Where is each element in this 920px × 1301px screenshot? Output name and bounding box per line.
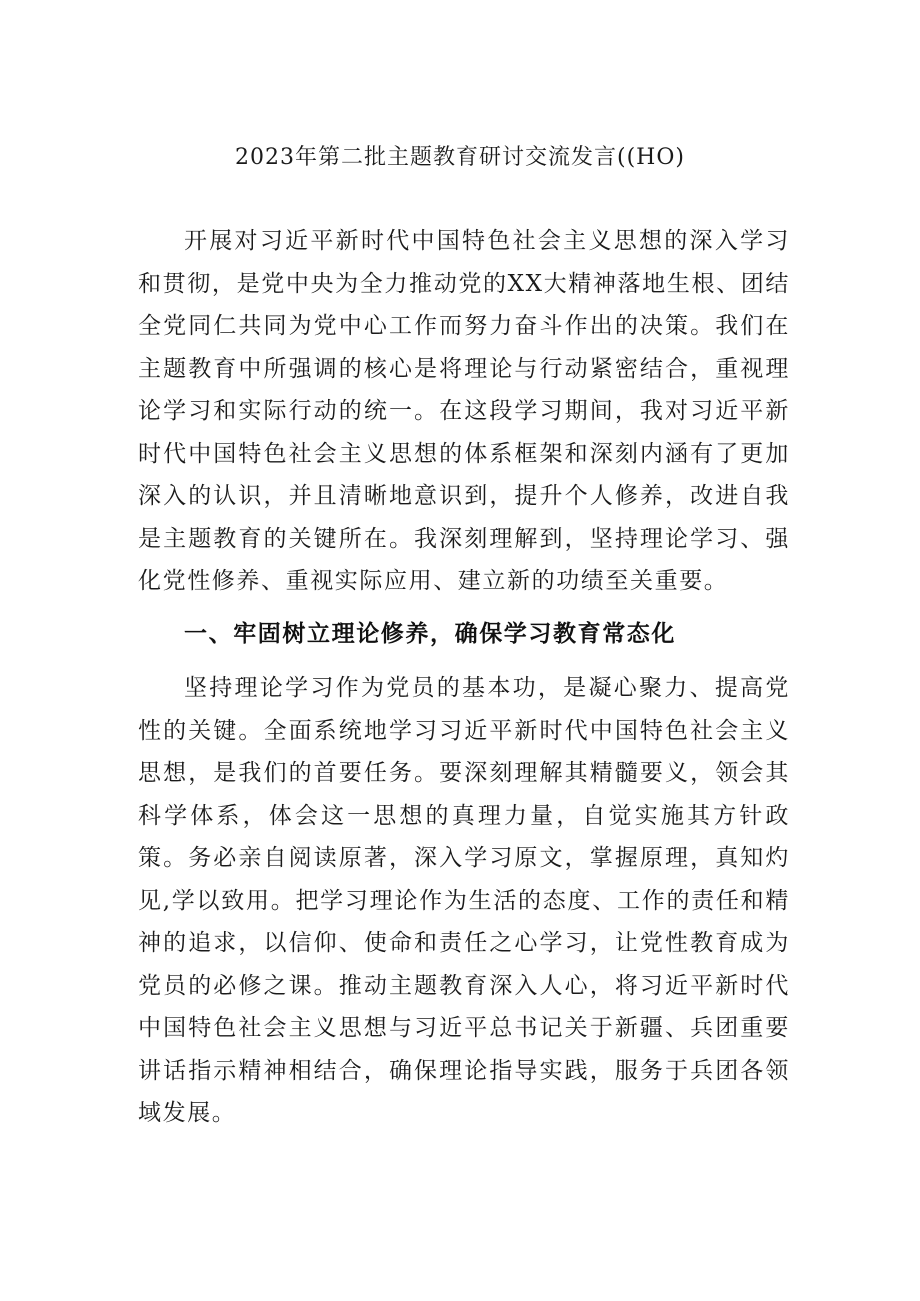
intro-paragraph: 开展对习近平新时代中国特色社会主义思想的深入学习和贯彻，是党中央为全力推动党的XX大精神落地生根、团结全党同仁共同为党中心工作而努力奋斗作出的决策。我们在主题教育中所强调的核心是将理论与行动紧密结合，重视理论学习和实际行动的统一。在这段学习期间，我对习近平新时代中国特色社会主义思想的体系框架和深刻内涵有了更加深入的认识，并且清晰地意识到，提升个人修养，改进自我是主题教育的关键所在。我深刻理解到，坚持理论学习、强化党性修养、重视实际应用、建立新的功绩至关重要。 [138, 228, 790, 594]
document-body [138, 220, 790, 1135]
section-paragraph: 坚持理论学习作为党员的基本功，是凝心聚力、提高党性的关键。全面系统地学习习近平新时代中国特色社会主义思想，是我们的首要任务。要深刻理解其精髓要义，领会其科学体系，体会这一思想的真理力量，自觉实施其方针政策。务必亲自阅读原著，深入学习原文，掌握原理，真知灼见,学以致用。把学习理论作为生活的态度、工作的责任和精神的追求，以信仰、使命和责任之心学习，让党性教育成为党员的必修之课。推动主题教育深入人心，将习近平新时代中国特色社会主义思想与习近平总书记关于新疆、兵团重要讲话指示精神相结合，确保理论指导实践，服务于兵团各领域发展。 [138, 675, 790, 1126]
section-heading: 一、牢固树立理论修养，确保学习教育常态化 [184, 620, 676, 647]
document-title: 2023年第二批主题教育研讨交流发言((HO) [235, 145, 685, 170]
